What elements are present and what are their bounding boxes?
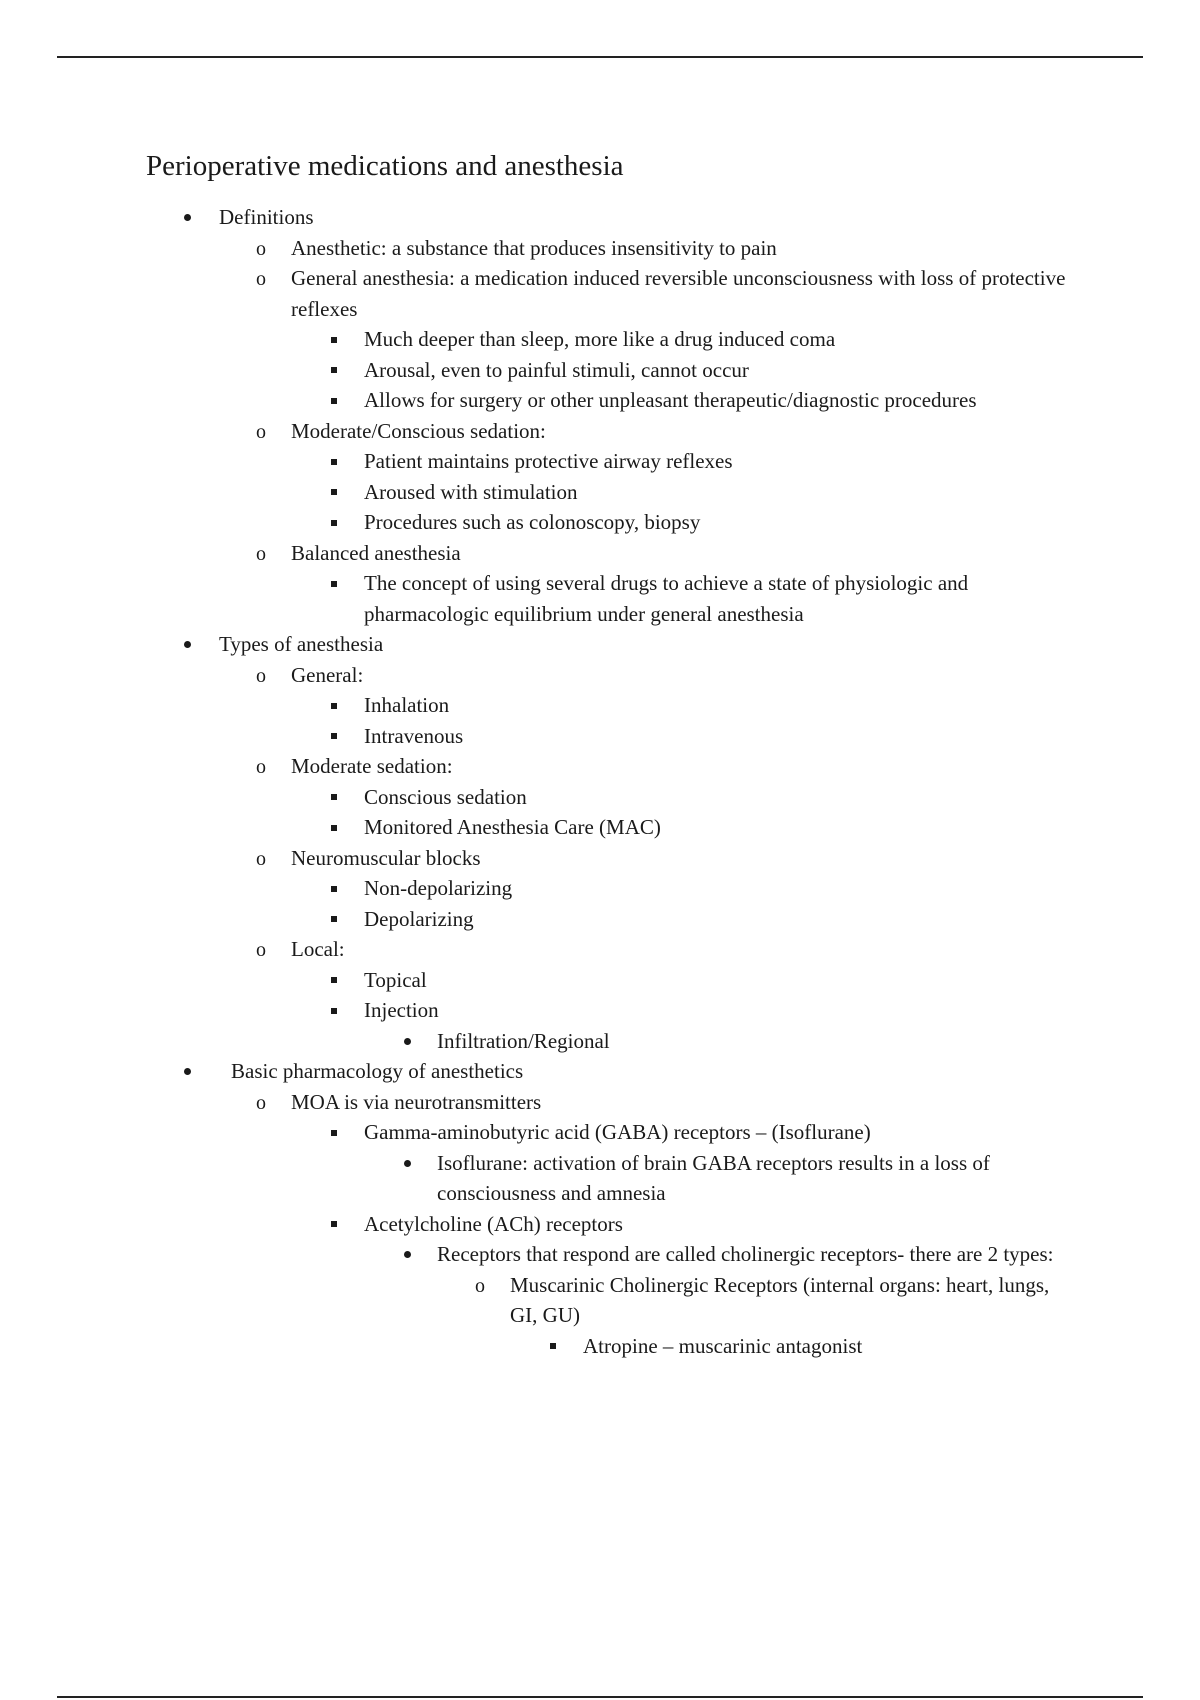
bullet-ring-icon — [254, 233, 268, 265]
bullet-disc-icon — [180, 1056, 194, 1087]
bullet-disc-icon — [400, 1148, 414, 1179]
bullet-ring-icon — [254, 934, 268, 966]
bullet-square-icon — [327, 385, 341, 416]
list-item: Topical — [0, 965, 1200, 996]
bullet-square-icon — [327, 568, 341, 599]
list-item: Isoflurane: activation of brain GABA receptors results in a loss of consciousness and amnesia — [0, 1148, 1200, 1209]
bullet-square-icon — [327, 690, 341, 721]
bottom-rule — [57, 1696, 1143, 1698]
list-item: o Local: — [0, 934, 1200, 965]
list-item: Infiltration/Regional — [0, 1026, 1200, 1057]
list-item: o Anesthetic: a substance that produces insensitivity to pain — [0, 233, 1200, 264]
bullet-square-icon — [327, 1117, 341, 1148]
list-item: Receptors that respond are called cholinergic receptors- there are 2 types: — [0, 1239, 1200, 1270]
bullet-square-icon — [327, 446, 341, 477]
list-item: Procedures such as colonoscopy, biopsy — [0, 507, 1200, 538]
bullet-square-icon — [327, 1209, 341, 1240]
bullet-disc-icon — [400, 1239, 414, 1270]
bullet-square-icon — [546, 1331, 560, 1362]
bullet-ring-icon — [254, 416, 268, 448]
bullet-square-icon — [327, 873, 341, 904]
bullet-square-icon — [327, 812, 341, 843]
bullet-square-icon — [327, 904, 341, 935]
list-item: Allows for surgery or other unpleasant therapeutic/diagnostic procedures — [0, 385, 1200, 416]
list-item: o General: — [0, 660, 1200, 691]
bullet-square-icon — [327, 507, 341, 538]
bullet-ring-icon — [254, 263, 268, 295]
list-item: Much deeper than sleep, more like a drug induced coma — [0, 324, 1200, 355]
bullet-disc-icon — [180, 629, 194, 660]
bullet-square-icon — [327, 355, 341, 386]
bullet-ring-icon — [254, 1087, 268, 1119]
list-item: o Neuromuscular blocks — [0, 843, 1200, 874]
list-item: Aroused with stimulation — [0, 477, 1200, 508]
list-item: Injection — [0, 995, 1200, 1026]
bullet-square-icon — [327, 782, 341, 813]
list-item: Types of anesthesia — [0, 629, 1200, 660]
bullet-disc-icon — [180, 202, 194, 233]
bullet-ring-icon — [254, 843, 268, 875]
bullet-square-icon — [327, 995, 341, 1026]
list-item: Inhalation — [0, 690, 1200, 721]
list-item: Acetylcholine (ACh) receptors — [0, 1209, 1200, 1240]
outline-list — [0, 202, 1200, 1361]
list-item: Depolarizing — [0, 904, 1200, 935]
list-item: o MOA is via neurotransmitters — [0, 1087, 1200, 1118]
document-title: Perioperative medications and anesthesia — [146, 150, 624, 182]
bullet-ring-icon — [254, 751, 268, 783]
list-item: Non-depolarizing — [0, 873, 1200, 904]
list-item: Basic pharmacology of anesthetics — [0, 1056, 1200, 1087]
list-item: Conscious sedation — [0, 782, 1200, 813]
bullet-square-icon — [327, 965, 341, 996]
list-item: o Balanced anesthesia — [0, 538, 1200, 569]
top-rule — [57, 56, 1143, 58]
list-item: o Moderate/Conscious sedation: — [0, 416, 1200, 447]
list-item: The concept of using several drugs to achieve a state of physiologic and pharmacologic equilibrium under general anesthesia — [0, 568, 1200, 629]
bullet-ring-icon — [254, 538, 268, 570]
list-item: Gamma-aminobutyric acid (GABA) receptors – (Isoflurane) — [0, 1117, 1200, 1148]
list-item: Intravenous — [0, 721, 1200, 752]
list-item: o Muscarinic Cholinergic Receptors (internal organs: heart, lungs, GI, GU) — [0, 1270, 1200, 1331]
bullet-ring-icon — [473, 1270, 487, 1302]
list-item: o Moderate sedation: — [0, 751, 1200, 782]
bullet-disc-icon — [400, 1026, 414, 1057]
bullet-square-icon — [327, 324, 341, 355]
list-item: Arousal, even to painful stimuli, cannot occur — [0, 355, 1200, 386]
list-item: Atropine – muscarinic antagonist — [0, 1331, 1200, 1362]
bullet-ring-icon — [254, 660, 268, 692]
bullet-square-icon — [327, 477, 341, 508]
list-item: Monitored Anesthesia Care (MAC) — [0, 812, 1200, 843]
list-item: o General anesthesia: a medication induced reversible unconsciousness with loss of protective reflexes — [0, 263, 1200, 324]
list-item: Patient maintains protective airway reflexes — [0, 446, 1200, 477]
bullet-square-icon — [327, 721, 341, 752]
list-item: Definitions — [0, 202, 1200, 233]
